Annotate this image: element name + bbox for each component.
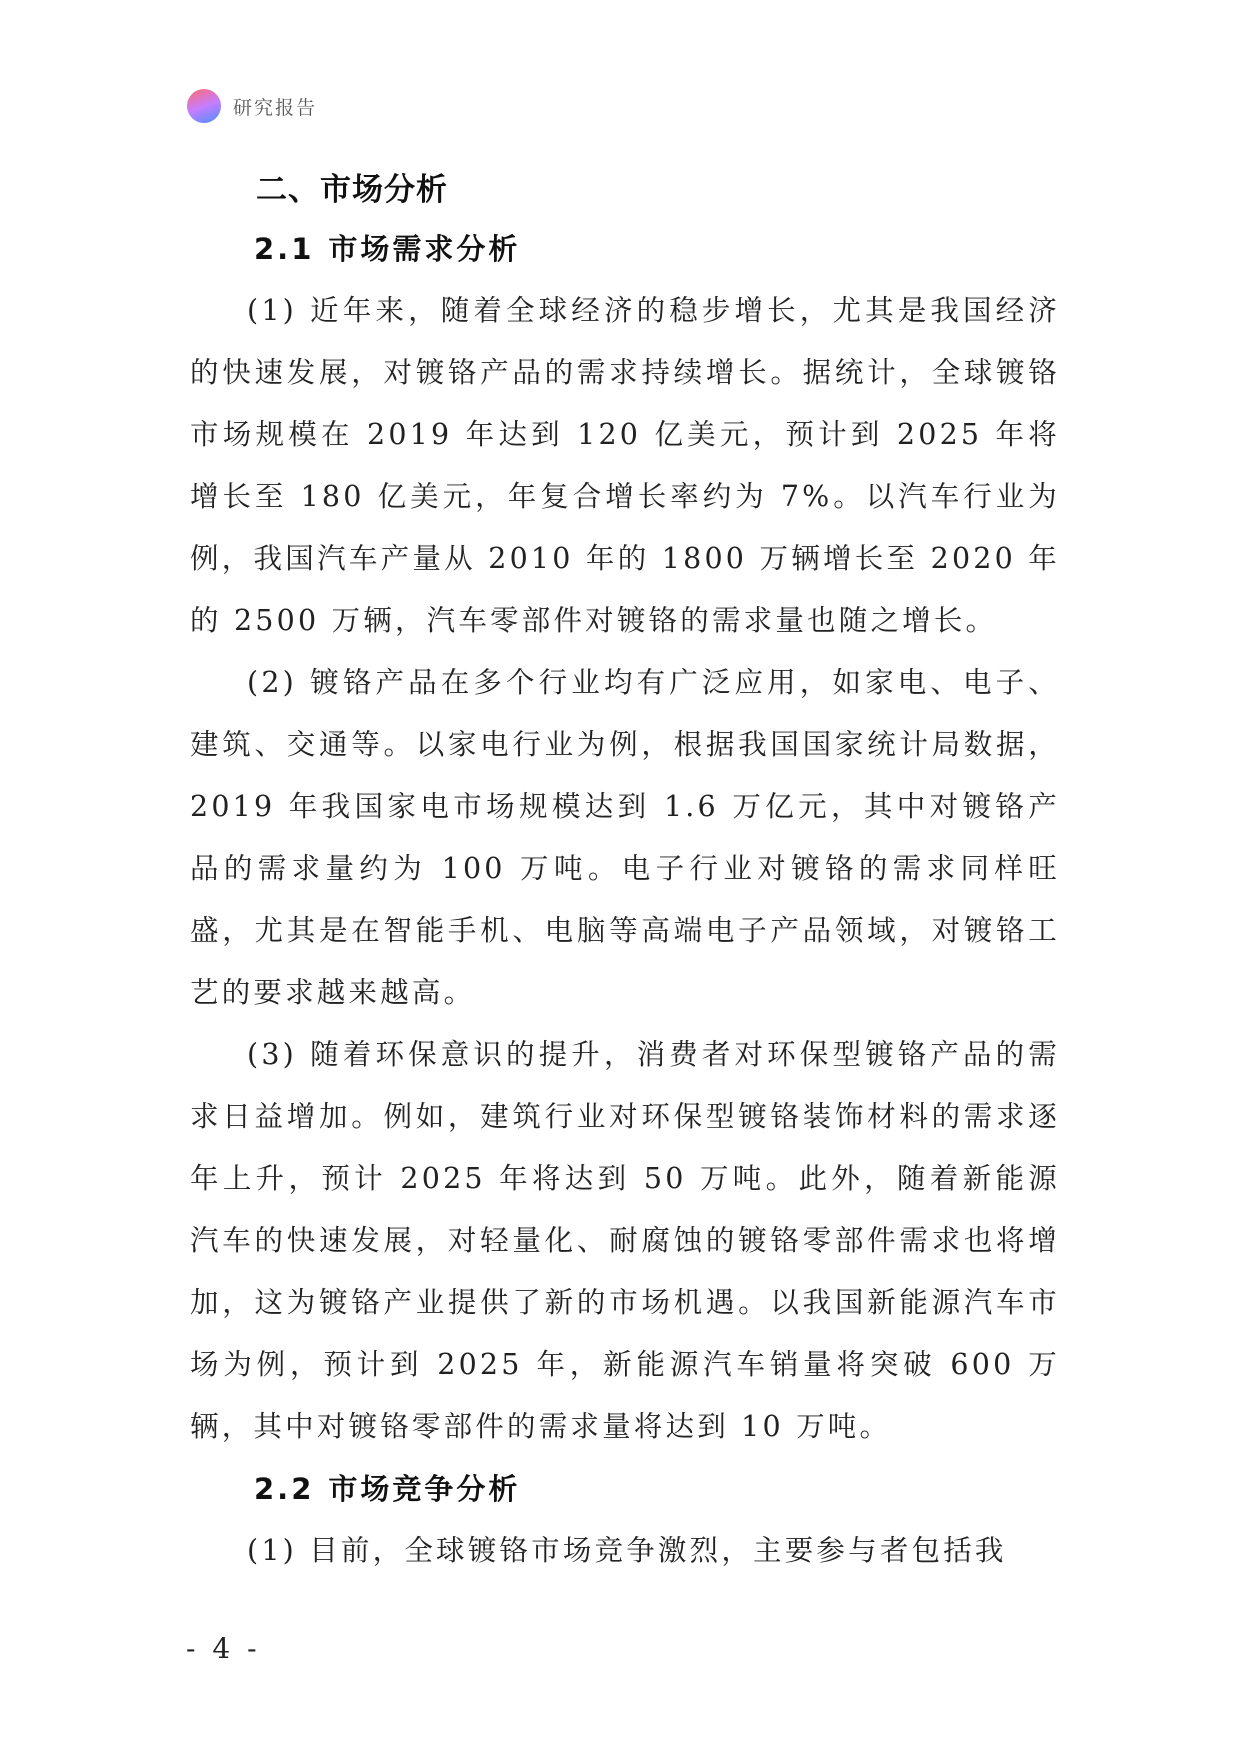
subsection-number: 2.1 (254, 232, 315, 266)
subsection-text: 市场需求分析 (328, 232, 521, 266)
page-number: - 4 - (186, 1632, 261, 1665)
subsection-title-2-1 (254, 218, 1060, 280)
paragraph-1: (1) 近年来，随着全球经济的稳步增长，尤其是我国经济的快速发展，对镀铬产品的需求持续增长。据统计，全球镀铬市场规模在 2019 年达到 120 亿美元，预计到 2025 年将增长至 180 亿美元，年复合增长率约为 7%。以汽车行业为例，我国汽车产量从 2010 年的 1800 万辆增长至 2020 年的 2500 万辆，汽车零部件对镀铬的需求量也随之增长。 (190, 294, 1060, 637)
subsection-title-2-2 (254, 1458, 1060, 1520)
subsection-text: 市场竞争分析 (328, 1472, 521, 1506)
paragraph-4: (1) 目前，全球镀铬市场竞争激烈，主要参与者包括我 (247, 1534, 1007, 1567)
header-label: 研究报告 (233, 96, 318, 119)
logo-icon (187, 89, 221, 123)
report-header (187, 88, 317, 124)
section-title: 二、市场分析 (256, 172, 448, 208)
subsection-number: 2.2 (254, 1472, 315, 1506)
paragraph-2: (2) 镀铬产品在多个行业均有广泛应用，如家电、电子、建筑、交通等。以家电行业为例，根据我国国家统计局数据，2019 年我国家电市场规模达到 1.6 万亿元，其中对镀铬产品的需求量约为 100 万吨。电子行业对镀铬的需求同样旺盛，尤其是在智能手机、电脑等高端电子产品领域，对镀铬工艺的要求越来越高。 (190, 666, 1060, 1009)
paragraph-3: (3) 随着环保意识的提升，消费者对环保型镀铬产品的需求日益增加。例如，建筑行业对环保型镀铬装饰材料的需求逐年上升，预计 2025 年将达到 50 万吨。此外，随着新能源汽车的快速发展，对轻量化、耐腐蚀的镀铬零部件需求也将增加，这为镀铬产业提供了新的市场机遇。以我国新能源汽车市场为例，预计到 2025 年，新能源汽车销量将突破 600 万辆，其中对镀铬零部件的需求量将达到 10 万吨。 (190, 1038, 1060, 1443)
page-body (190, 162, 1060, 1582)
